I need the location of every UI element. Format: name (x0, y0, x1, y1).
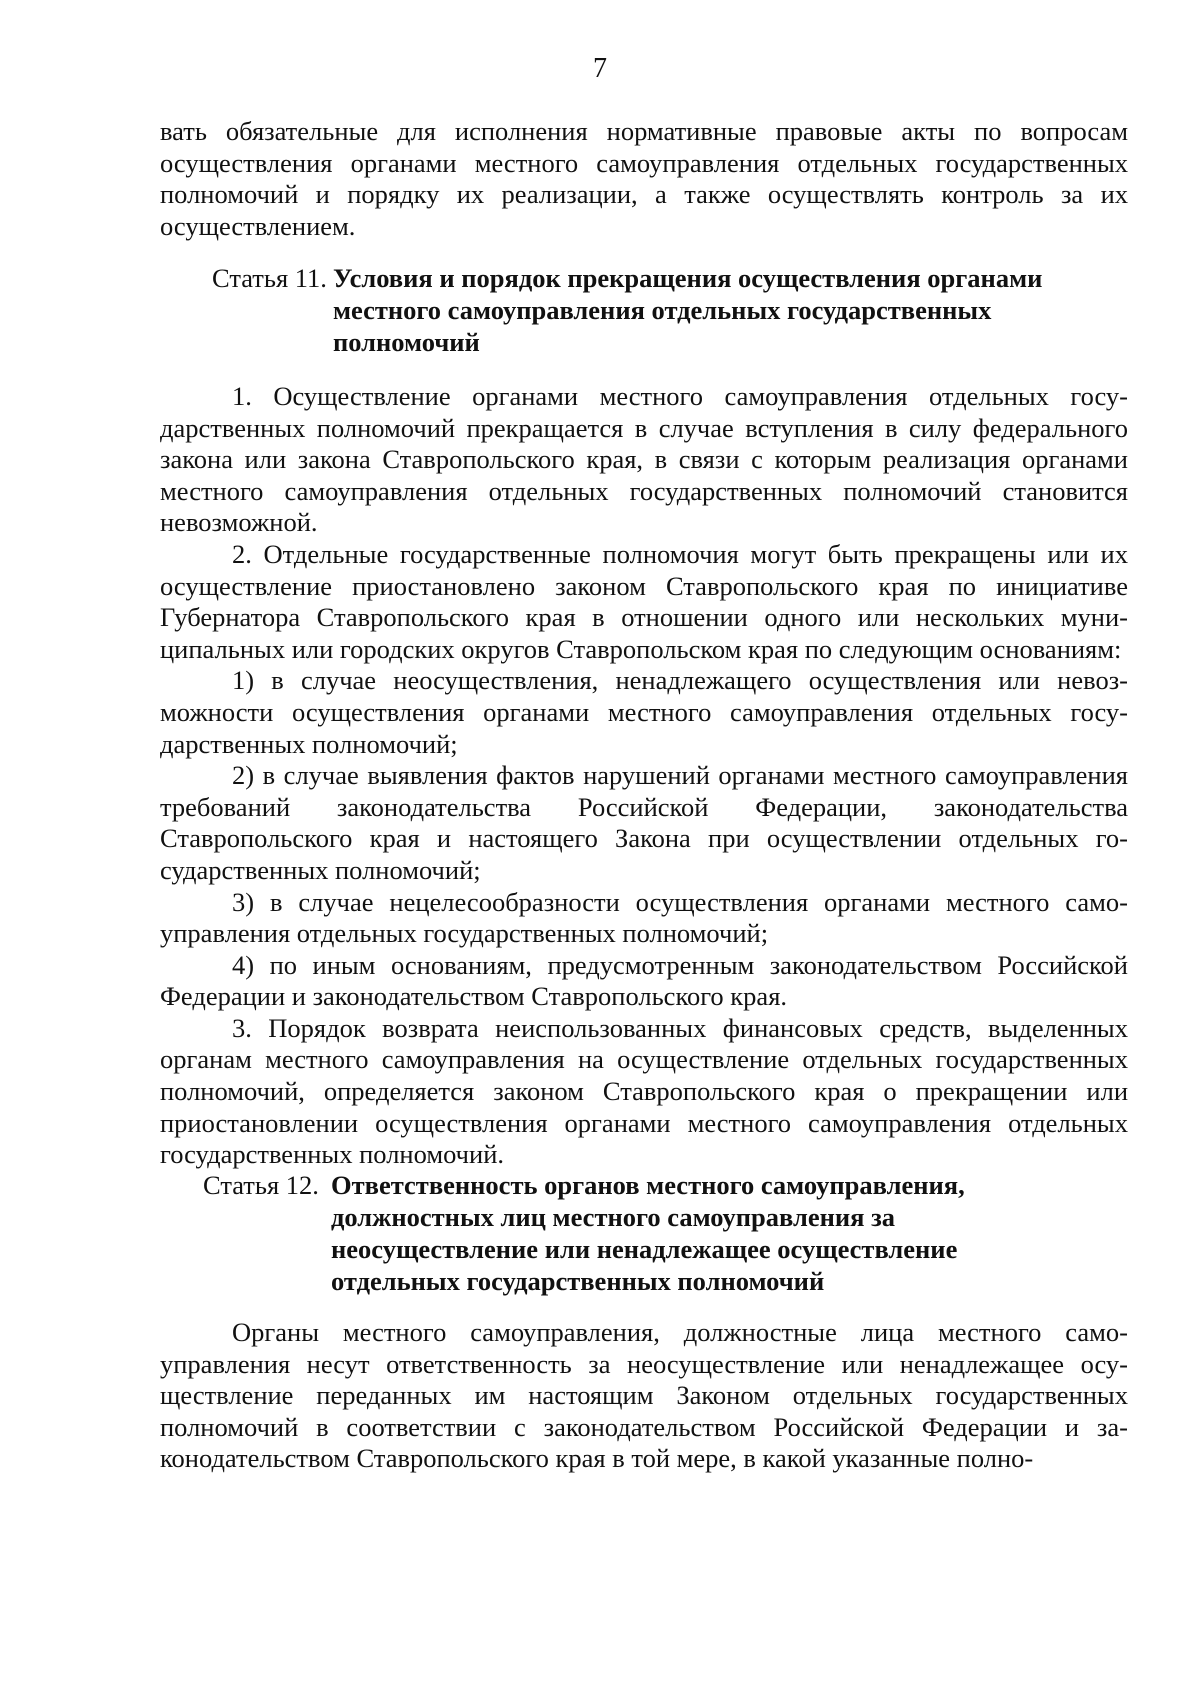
article-11-list-item: 2) в случае выявления фактов нарушений органами местного самоуправления требований законодательства Российской Федерации, законодательства Ставропольского края и настоящего Закона при осуществлении отдельных государственных полномочий; (160, 760, 1128, 885)
article-12-body (160, 1317, 1128, 1475)
article-11-paragraph: 2. Отдельные государственные полномочия могут быть прекращены или их осуществление приостановлено законом Ставропольского края по инициативе Губернатора Ставропольского края в отношении одного или нескольких муниципальных или городских округов Ставропольском края по следующим основаниям: (160, 538, 1128, 664)
article-12-title-line: неосуществление или ненадлежащее осуществление (331, 1234, 958, 1264)
article-12-label: Статья 12. (203, 1170, 319, 1200)
article-12-heading (203, 1169, 1128, 1297)
article-11-title-line: полномочий (333, 327, 480, 357)
article-11-paragraph: 3. Порядок возврата неиспользованных финансовых средств, выделенных органам местного самоуправления на осуществление отдельных государственных полномочий, определяется законом Ставропольского края о прекращении или приостановлении осуществления органами местного самоуправления отдельных государственных полномочий. (160, 1012, 1128, 1170)
article-11-list-item: 4) по иным основаниям, предусмотренным законодательством Российской Федерации и законодательством Ставропольского края. (160, 949, 1128, 1012)
article-11-list-item: 3) в случае нецелесообразности осуществления органами местного самоуправления отдельных государственных полномочий; (160, 886, 1128, 949)
article-11-title (333, 262, 1042, 358)
article-11-label: Статья 11. (212, 263, 327, 293)
article-11-heading (212, 262, 1128, 358)
article-12-title (331, 1169, 965, 1297)
article-12-title-line: отдельных государственных полномочий (331, 1266, 825, 1296)
article-11-title-line: местного самоуправления отдельных государственных (333, 295, 992, 325)
article-11-title-line: Условия и порядок прекращения осуществления органами (333, 263, 1043, 293)
article-11-body (160, 381, 1128, 1171)
article-11-list-item: 1) в случае неосуществления, ненадлежащего осуществления или невозможности осуществления органами местного самоуправления отдельных государственных полномочий; (160, 665, 1128, 759)
article-11-paragraph: 1. Осуществление органами местного самоуправления отдельных государственных полномочий прекращается в случае вступления в силу федерального закона или закона Ставропольского края, в связи с которым реализация органами местного самоуправления отдельных государственных полномочий становится невозможной. (160, 381, 1128, 538)
page-number: 7 (593, 53, 607, 84)
intro-paragraph-block (160, 116, 1128, 242)
article-12-title-line: Ответственность органов местного самоуправления, (331, 1170, 965, 1200)
article-12-paragraph: Органы местного самоуправления, должностные лица местного самоуправления несут ответственность за неосуществление или ненадлежащее осуществление переданных им настоящим Законом отдельных государственных полномочий в соответствии с законодательством Российской Федерации и законодательством Ставропольского края в той мере, в какой указанные полно- (160, 1317, 1128, 1474)
intro-paragraph: вать обязательные для исполнения нормативные правовые акты по вопросам осуществления органами местного самоуправления отдельных государственных полномочий и порядку их реализации, а также осуществлять контроль за их осуществлением. (160, 116, 1128, 241)
article-12-title-line: должностных лиц местного самоуправления за (331, 1202, 896, 1232)
